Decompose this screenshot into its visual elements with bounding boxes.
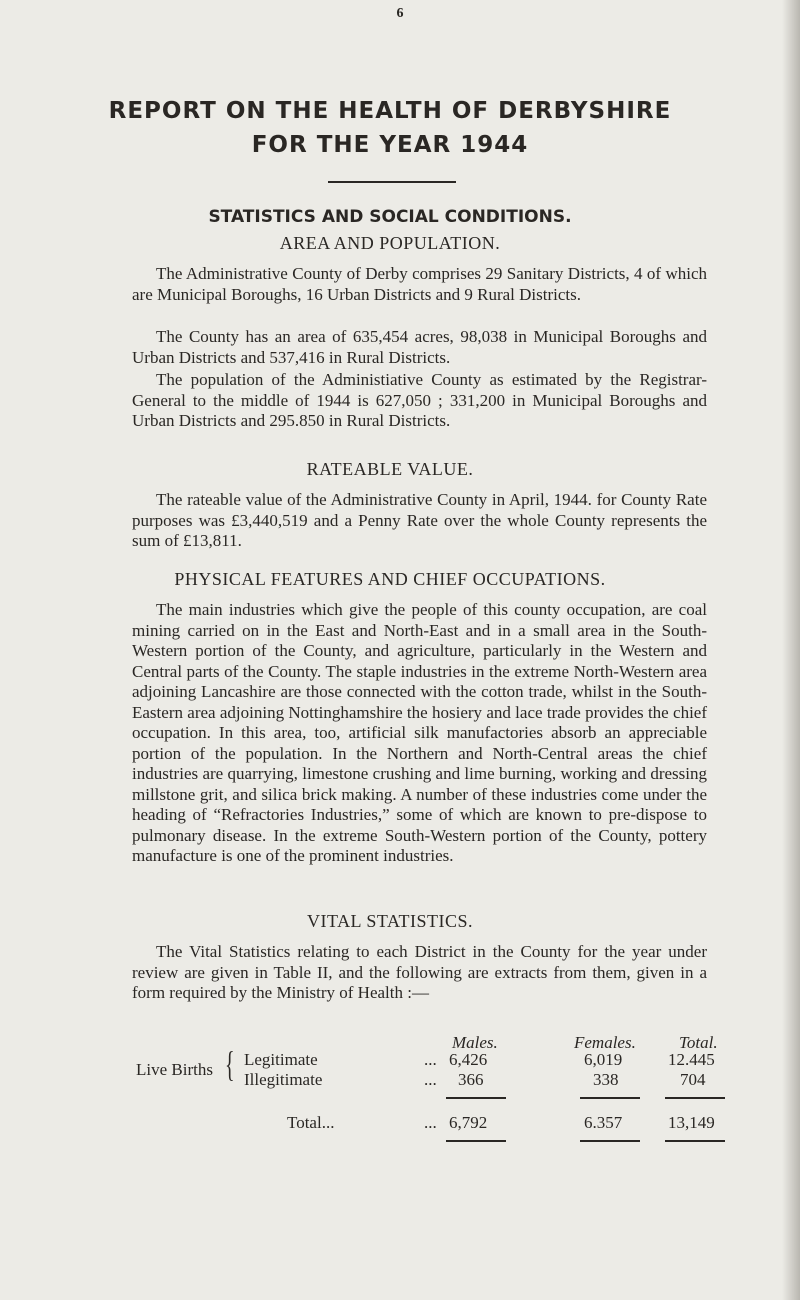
total-row-females: 6.357 <box>584 1113 623 1132</box>
paragraph-rateable: The rateable value of the Administrative County in April, 1944. for County Rate purposes was £3,440,519 and a Penny Rate over the whole County represents the sum of £13,811. <box>132 490 707 550</box>
total-rule-males <box>446 1140 506 1142</box>
heading-vital-statistics: VITAL STATISTICS. <box>307 911 473 931</box>
row-illegitimate-label: Illegitimate <box>244 1070 323 1089</box>
heading-rateable-value: RATEABLE VALUE. <box>306 459 474 479</box>
row-legitimate-label: Legitimate <box>244 1050 318 1069</box>
total-rule-females <box>580 1140 640 1142</box>
paragraph-physical: The main industries which give the people of this county occupation, are coal mining carried on in the East and North-East and in a small area in the South-Western portion of the County, and agriculture, particularly in the Western and Central parts of the County. The staple industries in the extreme North-Western area adjoining Lancashire are those connected with the cotton trade, whilst in the South-Eastern area adjoining Nottinghamshire the hosiery and lace trade provides the chief occupation. In this area, too, artificial silk manufactories absorb an appreciable portion of the population. In the Northern and North-Central areas the chief industries are quarrying, limestone crushing and lime burning, working and dressing millstone grit, and silica brick making. A number of these industries come under the heading of “Refractories Industries,” some of which are known to pre-dispose to pulmonary disease. In the extreme South-Western portion of the County, pottery manufacture is one of the prominent industries. <box>132 600 707 865</box>
heading-area-population: AREA AND POPULATION. <box>279 233 501 253</box>
heading-physical-features: PHYSICAL FEATURES AND CHIEF OCCUPATIONS. <box>174 569 606 589</box>
row-illegitimate-males: 366 <box>458 1070 484 1089</box>
total-row-leader: ... <box>424 1113 437 1132</box>
row-illegitimate-total: 704 <box>680 1070 706 1089</box>
paragraph-area-2: The County has an area of 635,454 acres, 98,038 in Municipal Boroughs and Urban Districts and 537,416 in Rural Districts. <box>132 327 707 367</box>
brace-symbol: { <box>225 1044 235 1084</box>
row-legitimate-total: 12.445 <box>668 1050 715 1069</box>
row-group-label: Live Births <box>136 1060 213 1079</box>
column-header-males: Males. <box>452 1033 498 1052</box>
report-subtitle: FOR THE YEAR 1944 <box>251 132 529 158</box>
column-header-total: Total. <box>679 1033 718 1052</box>
row-illegitimate-females: 338 <box>593 1070 619 1089</box>
page-edge-shadow <box>782 0 800 1300</box>
total-row-total: 13,149 <box>668 1113 715 1132</box>
subtotal-rule-females <box>580 1097 640 1099</box>
paragraph-area-1: The Administrative County of Derby comprises 29 Sanitary Districts, 4 of which are Municipal Boroughs, 16 Urban Districts and 9 Rural Districts. <box>132 264 707 304</box>
subtotal-rule-males <box>446 1097 506 1099</box>
row-legitimate-males: 6,426 <box>449 1050 488 1069</box>
page-number: 6 <box>396 6 404 21</box>
subtotal-rule-total <box>665 1097 725 1099</box>
total-row-label: Total... <box>287 1113 335 1132</box>
total-rule-total <box>665 1140 725 1142</box>
paragraph-area-3: The population of the Administiative County as estimated by the Registrar-General to the middle of 1944 is 627,050 ; 331,200 in Municipal Boroughs and Urban Districts and 295.850 in Rural Districts. <box>132 370 707 430</box>
report-title: REPORT ON THE HEALTH OF DERBYSHIRE <box>108 98 672 124</box>
column-header-females: Females. <box>574 1033 636 1052</box>
section-heading: STATISTICS AND SOCIAL CONDITIONS. <box>208 207 572 227</box>
total-row-males: 6,792 <box>449 1113 488 1132</box>
row-illegitimate-leader: ... <box>424 1070 437 1089</box>
title-rule <box>328 181 456 183</box>
row-legitimate-leader: ... <box>424 1050 437 1069</box>
row-legitimate-females: 6,019 <box>584 1050 623 1069</box>
paragraph-vital: The Vital Statistics relating to each District in the County for the year under review are given in Table II, and the following are extracts from them, given in a form required by the Ministry of Health :— <box>132 942 707 1002</box>
